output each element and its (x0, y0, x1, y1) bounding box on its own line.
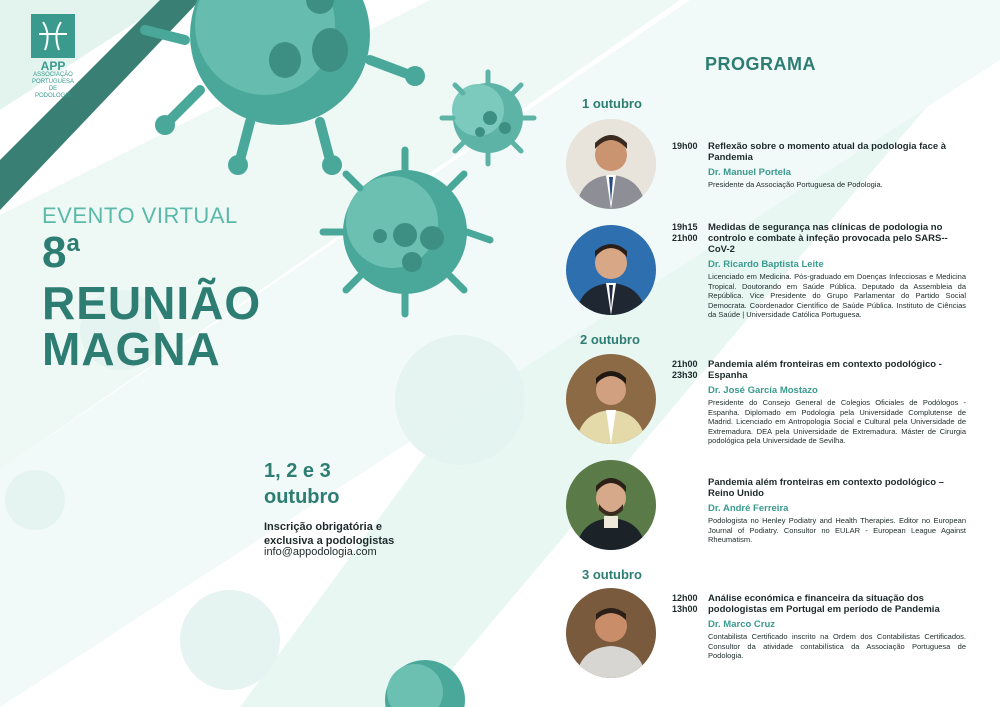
logo-acronym: APP (40, 59, 66, 73)
speaker-photo (566, 119, 656, 209)
session-time: 12h00 13h00 (672, 593, 698, 614)
speaker-bio: Licenciado em Medicina. Pós-graduado em Doenças Infecciosas e Medicina Tropical. Doutorando em Saúde Pública. Deputado da Assembleia da República. Vice Presidente do Grupo Parlamentar do Partido Social Democrata. Coordenador Científico de Saúde Pública. Instituto de Ciências da Saúde | Universidade Católica Portuguesa. (708, 272, 966, 320)
virus-icon (323, 150, 490, 314)
speaker-name: Dr. José García Mostazo (708, 385, 818, 396)
session-title: Análise económica e financeira da situação dos podologistas em Portugal em período de Pandemia (708, 593, 940, 615)
event-label: EVENTO VIRTUAL (42, 203, 238, 228)
logo-mark (31, 14, 75, 58)
ordinal-number: 8 (42, 228, 67, 277)
speaker-bio: Presidente da Associação Portuguesa de Podologia. (708, 180, 883, 189)
session-time: 21h00 23h30 (672, 359, 698, 380)
speaker-bio: Contabilista Certificado inscrito na Ordem dos Contabilistas Certificados. Consultor da atividade contabilística da Associação Portuguesa de Podologia. (708, 632, 966, 661)
logo-subtitle: PODOLOGIA (34, 93, 71, 99)
session-time: 19h00 (672, 141, 698, 151)
session-title: Medidas de segurança nas clínicas de podologia no controlo e combate à infeção provocada pelo SARS--CoV-2 (708, 222, 948, 255)
day-heading: 3 outubro (582, 567, 642, 582)
speaker-bio: Presidente do Consejo General de Colegios Oficiales de Podólogos - Espanha. Diplomado em Podologia pela Universidade Complutense de Madrid. Licenciado em Antropologia Social e Cultural pela Universidade de Extremadura. DEA pela Universidade de Extremadura. Máster de Cirurgia podológica pela Universidade de Sevilha. (708, 398, 966, 446)
speaker-name: Dr. Manuel Portela (708, 167, 791, 178)
speaker-photo (566, 460, 656, 550)
session-title: Reflexão sobre o momento atual da podologia face à Pandemia (708, 141, 947, 163)
ordinal-suffix: a (66, 230, 80, 257)
event-dates: 1, 2 e 3 (264, 460, 331, 482)
event-ordinal (42, 228, 80, 278)
contact-email[interactable]: info@appodologia.com (264, 546, 377, 558)
speaker-bio: Podologista no Henley Podiatry and Health Therapies. Editor no European Journal of Podiatry. Consultor no EULAR - European League Against Rheumatism. (708, 516, 966, 545)
speaker-photo (566, 225, 656, 315)
speaker-name: Dr. Ricardo Baptista Leite (708, 259, 824, 270)
session (708, 141, 966, 190)
speaker-name: Dr. André Ferreira (708, 503, 789, 514)
speaker-photo (566, 588, 656, 678)
speaker-photo (566, 354, 656, 444)
session (708, 593, 966, 661)
app-logo (28, 14, 78, 100)
day-heading: 1 outubro (582, 96, 642, 111)
session-title: Pandemia além fronteiras em contexto podológico - Espanha (708, 359, 942, 381)
session-title: Pandemia além fronteiras em contexto podológico – Reino Unido (708, 477, 944, 499)
logo-subtitle: PORTUGUESA DE (32, 79, 74, 92)
session (708, 222, 966, 320)
session (708, 477, 966, 545)
speaker-name: Dr. Marco Cruz (708, 619, 776, 630)
program-title: PROGRAMA (705, 54, 816, 74)
event-title-line2: MAGNA (42, 323, 221, 375)
registration-note: Inscrição obrigatória e exclusiva a podologistas (264, 521, 395, 547)
session-time: 19h15 21h00 (672, 222, 698, 243)
virus-icon (442, 72, 534, 164)
session (708, 359, 966, 446)
day-heading: 2 outubro (580, 332, 640, 347)
logo-subtitle: ASSOCIAÇÃO (33, 72, 73, 78)
event-title-line1: REUNIÃO (42, 277, 262, 329)
event-month: outubro (264, 486, 340, 508)
